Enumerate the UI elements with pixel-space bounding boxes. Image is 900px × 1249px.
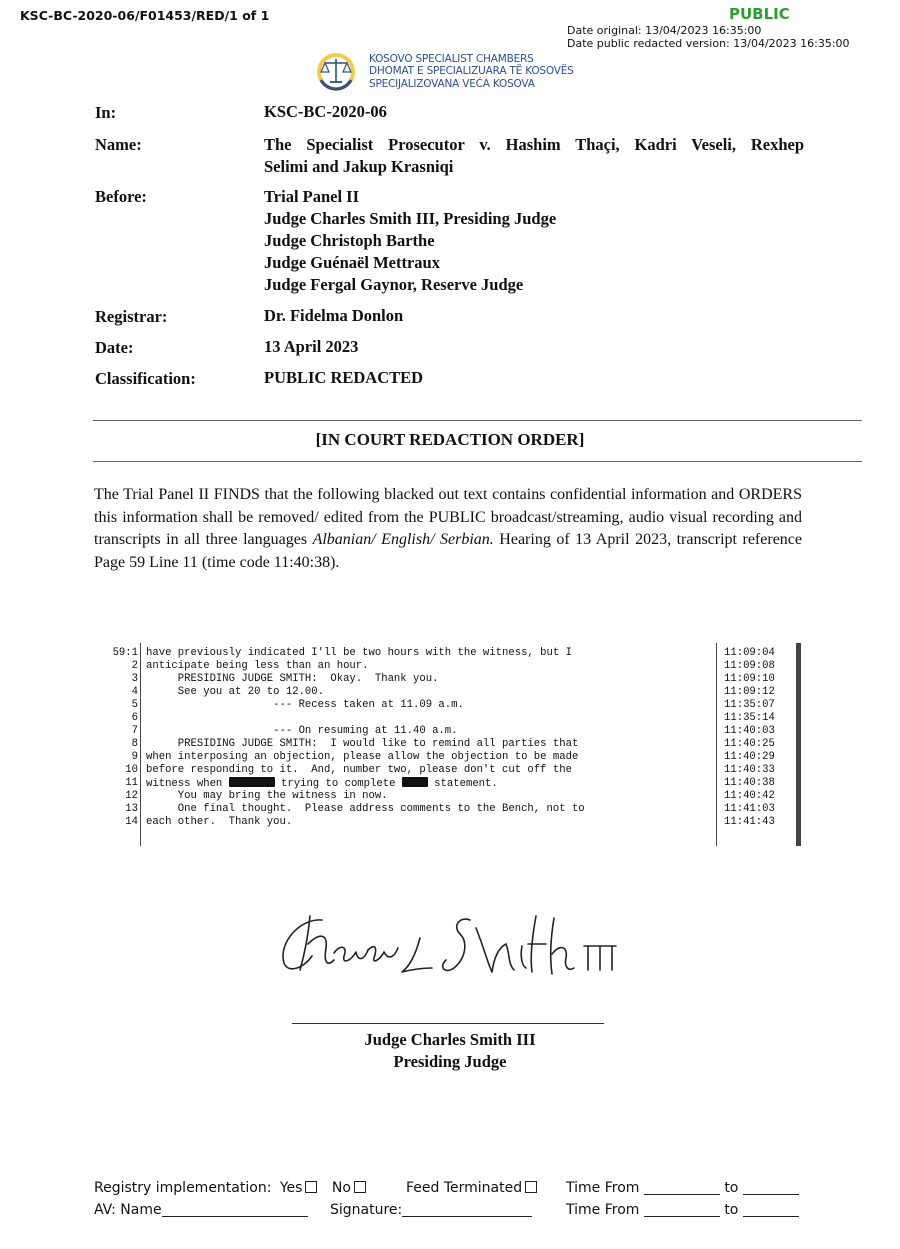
signature-field[interactable]	[402, 1202, 532, 1217]
transcript-line-redacted: 11 witness when trying to complete statement. 11:40:38	[125, 777, 775, 790]
no-label: No	[331, 1180, 351, 1196]
yes-label: Yes	[279, 1180, 303, 1196]
signatory-block	[0, 1029, 900, 1073]
transcript-line: 2 anticipate being less than an hour. 11:09:08	[131, 660, 775, 672]
transcript-line: 10 before responding to it. And, number two, please don't cut off the 11:40:33	[125, 764, 775, 776]
to-label-2: to	[724, 1202, 739, 1218]
judge-mettraux: Judge Guénaël Mettraux	[264, 253, 440, 272]
av-name-field[interactable]	[162, 1202, 308, 1217]
kosovo-specialist-chambers-logo	[313, 50, 603, 94]
av-name-label: AV: Name	[94, 1202, 162, 1218]
name-label: Name:	[95, 135, 142, 154]
logo-line-serbian: SPECIJALIZOVANA VEĆA KOSOVA	[369, 77, 535, 90]
date-original: Date original: 13/04/2023 16:35:00	[567, 24, 762, 37]
transcript-line: 14 each other. Thank you. 11:41:43	[125, 816, 775, 828]
signatory-name: Judge Charles Smith III	[364, 1030, 536, 1049]
transcript-line: 12 You may bring the witness in now. 11:40:42	[125, 790, 775, 802]
yes-checkbox[interactable]	[305, 1181, 317, 1193]
document-reference: KSC-BC-2020-06/F01453/RED/1 of 1	[20, 8, 270, 23]
date-label: Date:	[95, 338, 134, 357]
handwritten-signature	[270, 898, 630, 988]
logo-line-albanian: DHOMAT E SPECIALIZUARA TË KOSOVËS	[369, 65, 574, 78]
redaction-block	[402, 777, 428, 787]
date-value: 13 April 2023	[264, 337, 359, 356]
case-number: KSC-BC-2020-06	[264, 102, 387, 121]
registrar-value: Dr. Fidelma Donlon	[264, 306, 404, 325]
panel-name: Trial Panel II	[264, 187, 360, 206]
registry-implementation-row	[94, 1180, 366, 1196]
transcript-line: 6 11:35:14	[131, 712, 775, 724]
to-label: to	[724, 1180, 739, 1196]
order-body	[94, 484, 802, 574]
case-name-line2: Selimi and Jakup Krasniqi	[264, 157, 454, 176]
feed-terminated-row	[406, 1180, 537, 1196]
time-from-field-2[interactable]	[644, 1202, 720, 1217]
divider-bottom	[93, 461, 862, 462]
transcript-line: 4 See you at 20 to 12.00. 11:09:12	[131, 686, 775, 698]
signature-row	[330, 1202, 532, 1218]
public-label: PUBLIC	[729, 5, 790, 23]
divider-top	[93, 420, 862, 421]
time-to-field[interactable]	[743, 1180, 799, 1195]
transcript-line: 13 One final thought. Please address comments to the Bench, not to 11:41:03	[125, 803, 775, 815]
logo-text	[369, 53, 574, 90]
time-from-field[interactable]	[644, 1180, 720, 1195]
time-from-label: Time From	[566, 1180, 640, 1196]
time-to-field-2[interactable]	[743, 1202, 799, 1217]
date-public-redacted: Date public redacted version: 13/04/2023 16:35:00	[567, 37, 850, 50]
transcript-excerpt	[100, 643, 812, 846]
order-body-text: The Trial Panel II FINDS that the following blacked out text contains confidential information and ORDERS this information shall be removed/ edited from the PUBLIC broadcast/streaming, audio visual recording and transcripts in all three languages	[94, 486, 802, 548]
order-body-hearing: Hearing of 13 April 2023, transcript reference Page 59 Line 11 (time code 11:40:38).	[94, 531, 802, 571]
time-range-row-1	[566, 1180, 799, 1196]
transcript-line: 9 when interposing an objection, please allow the objection to be made 11:40:29	[131, 751, 775, 763]
signatory-title: Presiding Judge	[393, 1052, 507, 1071]
judge-presiding: Judge Charles Smith III, Presiding Judge	[264, 209, 557, 228]
time-from-label-2: Time From	[566, 1202, 640, 1218]
classification-value: PUBLIC REDACTED	[264, 368, 424, 387]
logo-line-english: KOSOVO SPECIALIST CHAMBERS	[369, 53, 534, 65]
time-range-row-2	[566, 1202, 799, 1218]
registrar-label: Registrar:	[95, 307, 168, 326]
judge-reserve: Judge Fergal Gaynor, Reserve Judge	[264, 275, 524, 294]
signature-label: Signature:	[330, 1202, 403, 1218]
order-title: [IN COURT REDACTION ORDER]	[315, 430, 585, 449]
redaction-block	[229, 777, 275, 787]
feed-terminated-checkbox[interactable]	[525, 1181, 537, 1193]
transcript-line: 5 --- Recess taken at 11.09 a.m. 11:35:07	[131, 699, 775, 711]
date-stamps	[567, 24, 850, 50]
signature-line	[292, 1023, 604, 1024]
transcript-line: 59:1 have previously indicated I'll be two hours with the witness, but I 11:09:04	[112, 647, 775, 659]
registry-implementation-label: Registry implementation:	[94, 1180, 272, 1196]
order-body-languages: Albanian/ English/ Serbian.	[312, 531, 494, 548]
feed-terminated-label: Feed Terminated	[406, 1180, 523, 1196]
transcript-line: 7 --- On resuming at 11.40 a.m. 11:40:03	[131, 725, 775, 737]
classification-label: Classification:	[95, 369, 196, 388]
judge-barthe: Judge Christoph Barthe	[264, 231, 435, 250]
before-label: Before:	[95, 187, 147, 206]
no-checkbox[interactable]	[354, 1181, 366, 1193]
transcript-line: 3 PRESIDING JUDGE SMITH: Okay. Thank you. 11:09:10	[131, 673, 775, 685]
scales-of-justice-icon	[313, 50, 365, 94]
before-list	[264, 186, 556, 296]
case-name-line1: The Specialist Prosecutor v. Hashim Thaçi, Kadri Veseli, Rexhep	[264, 135, 804, 154]
transcript-line: 8 PRESIDING JUDGE SMITH: I would like to remind all parties that 11:40:25	[131, 738, 775, 750]
in-label: In:	[95, 103, 117, 122]
av-name-row	[94, 1202, 308, 1218]
